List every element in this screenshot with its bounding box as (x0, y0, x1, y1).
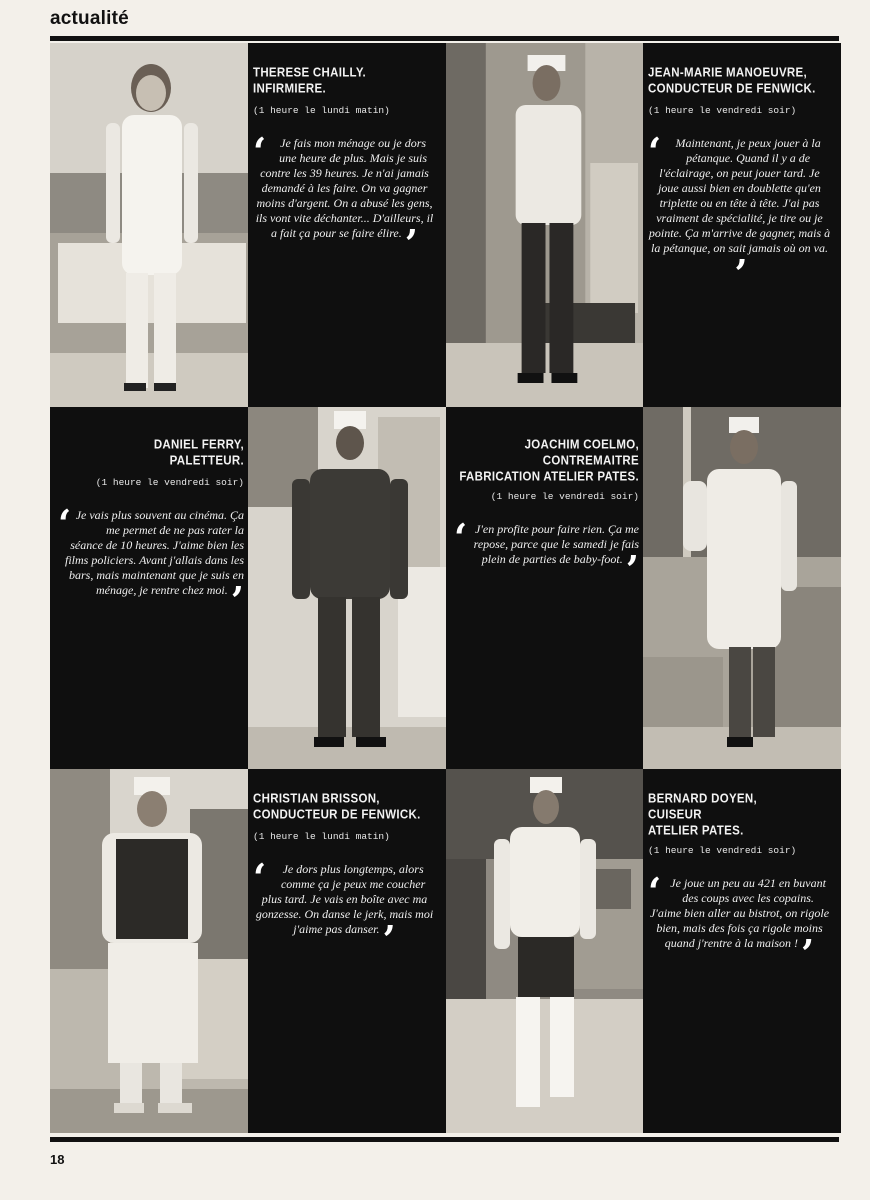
time-note: (1 heure le lundi matin) (253, 831, 390, 842)
text-therese-chailly (248, 43, 446, 407)
time-note: (1 heure le vendredi soir) (490, 491, 639, 502)
quote: ‘ Je dors plus longtemps, alors comme ça je peux me coucher plus tard. Je vais en boîte avec ma gonzesse. On danse le jerk, mais moi j'aime pas danser.’ (253, 855, 434, 962)
open-quote-icon: ‘ (253, 855, 267, 900)
open-quote-icon: ‘ (648, 869, 662, 914)
close-quote-icon: ’ (801, 931, 815, 976)
time-note: (1 heure le vendredi soir) (648, 845, 797, 856)
close-quote-icon: ’ (625, 547, 639, 592)
person-name: JEAN-MARIE MANOEUVRE, CONDUCTEUR DE FENWICK. (648, 66, 816, 97)
close-quote-icon: ’ (404, 221, 418, 266)
photo-cooker (446, 769, 643, 1133)
time-note: (1 heure le vendredi soir) (95, 477, 244, 488)
time-note: (1 heure le vendredi soir) (648, 105, 797, 116)
photo-nurse (50, 43, 248, 407)
photo-palletizer (248, 407, 446, 769)
bottom-rule (50, 1137, 839, 1142)
text-jean-marie-manoeuvre (643, 43, 841, 407)
person-name: THERESE CHAILLY. INFIRMIERE. (253, 66, 367, 97)
text-bernard-doyen (643, 769, 841, 1133)
open-quote-icon: ‘ (648, 129, 662, 174)
person-name: CHRISTIAN BRISSON, CONDUCTEUR DE FENWICK. (253, 792, 421, 823)
quote: ‘ Je joue un peu au 421 en buvant des coups avec les copains. J'aime bien aller au bistrot, on rigole bien, mais des fois ça rigole moins quand j'rentre à la maison !’ (648, 869, 830, 976)
open-quote-icon: ‘ (253, 129, 267, 174)
quote: ‘ Maintenant, je peux jouer à la pétanque. Quand il y a de l'éclairage, on peut jouer tard. Je joue aussi bien en doublette qu'en triplette ou en tête à tête. J'ai pas vraiment de spécialité, je tire ou je pointe. Ça m'arrive de gagner, mais à la pétanque, on sait jamais où on va.’ (648, 129, 831, 296)
photo-fenwick-driver-2 (50, 769, 248, 1133)
open-quote-icon: ‘ (58, 501, 72, 546)
time-note: (1 heure le lundi matin) (253, 105, 390, 116)
quote: ‘ Je vais plus souvent au cinéma. Ça me permet de ne pas rater la séance de 10 heures. J'aime bien les films policiers. Avant j'allais dans les bars, mais maintenant que je suis en ménage, je rentre chez moi.’ (58, 501, 244, 623)
photo-foreman (643, 407, 841, 769)
open-quote-icon: ‘ (454, 515, 468, 560)
text-christian-brisson (248, 769, 446, 1133)
close-quote-icon: ’ (230, 578, 244, 623)
person-name: DANIEL FERRY, PALETTEUR. (153, 438, 244, 469)
person-name: JOACHIM COELMO, CONTREMAITRE FABRICATION ATELIER PATES. (459, 438, 639, 485)
person-name: BERNARD DOYEN, CUISEUR ATELIER PATES. (648, 792, 757, 839)
top-rule (50, 36, 839, 41)
close-quote-icon: ’ (734, 251, 748, 296)
close-quote-icon: ’ (382, 917, 396, 962)
text-daniel-ferry (50, 407, 248, 769)
portrait-grid (50, 43, 841, 1133)
text-joachim-coelmo (446, 407, 643, 769)
quote: ‘ Je fais mon ménage ou je dors une heure de plus. Mais je suis contre les 39 heures. Je n'ai jamais demandé à les faire. On va gagner moins d'argent. On a abusé les gens, ils vont vite déchanter... D'ailleurs, il a fait ça pour se faire élire.’ (253, 129, 434, 266)
photo-fenwick-driver-1 (446, 43, 643, 407)
quote: ‘ J'en profite pour faire rien. Ça me repose, parce que le samedi je fais plein de parties de baby-foot.’ (454, 515, 639, 592)
section-label: actualité (50, 8, 129, 29)
page-number: 18 (50, 1152, 65, 1167)
